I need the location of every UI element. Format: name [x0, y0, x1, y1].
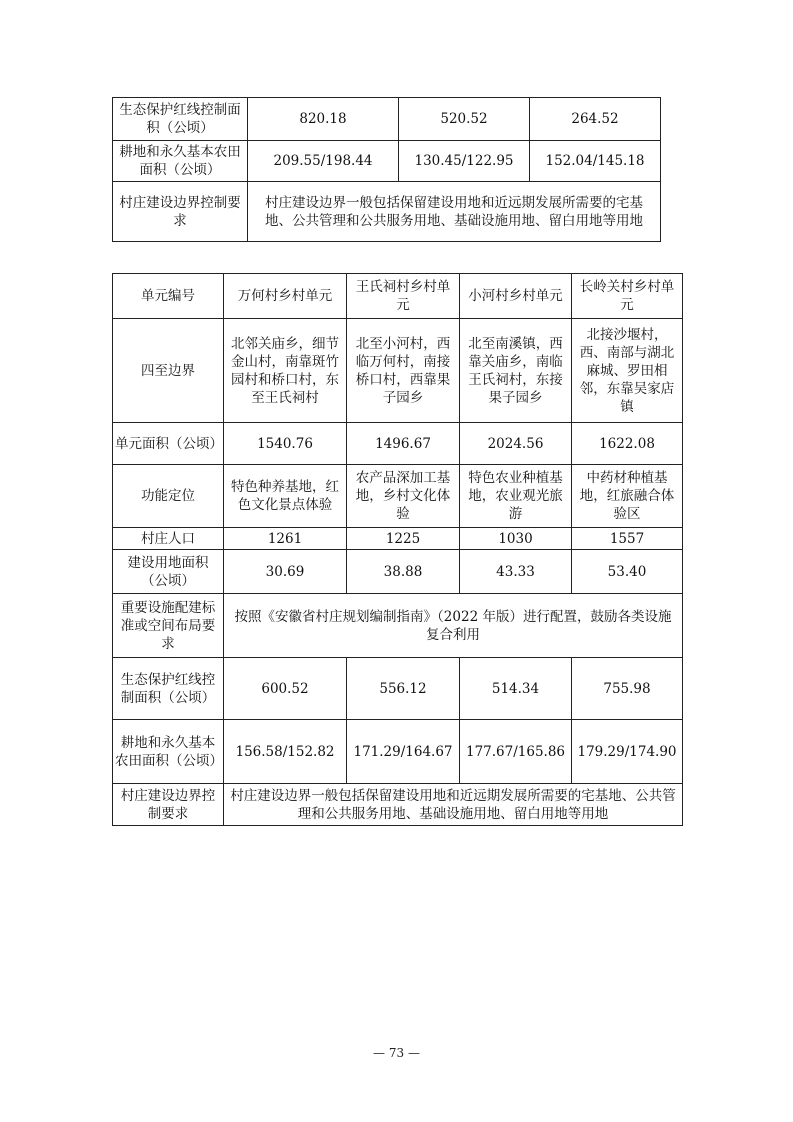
table-cell: 北接沙堰村，西、南部与湖北麻城、罗田相邻，东靠吴家店镇: [572, 319, 683, 423]
table-cell: 1540.76: [224, 423, 347, 465]
table-row: [113, 594, 683, 658]
row-label: 村庄人口: [113, 528, 224, 550]
table-cell: 1496.67: [347, 423, 460, 465]
table-cell: 30.69: [224, 550, 347, 594]
table-cell: 755.98: [572, 658, 683, 720]
row-label: 重要设施配建标准或空间布局要求: [113, 594, 224, 658]
boundary-requirement-text: 村庄建设边界一般包括保留建设用地和近远期发展所需要的宅基地、公共管理和公共服务用地、基础设施用地、留白用地等用地: [224, 784, 683, 826]
table-cell: 209.55/198.44: [248, 141, 399, 182]
table-cell: 特色农业种植基地，农业观光旅游: [460, 465, 572, 528]
row-label: 耕地和永久基本农田面积（公顷）: [113, 720, 224, 784]
table-cell: 130.45/122.95: [399, 141, 530, 182]
table-row: [113, 141, 661, 182]
table-row: [113, 720, 683, 784]
table-cell: 北至南溪镇，西靠关庙乡，南临王氏祠村，东接果子园乡: [460, 319, 572, 423]
table-cell: 520.52: [399, 98, 530, 141]
table-cell: 1030: [460, 528, 572, 550]
table-cell: 1622.08: [572, 423, 683, 465]
table-cell: 农产品深加工基地，乡村文化体验: [347, 465, 460, 528]
table-cell: 1557: [572, 528, 683, 550]
table-cell: 53.40: [572, 550, 683, 594]
unit-header: 万何村乡村单元: [224, 274, 347, 319]
table-row: [113, 784, 683, 826]
table-row: [113, 182, 661, 242]
row-label: 村庄建设边界控制要求: [113, 784, 224, 826]
table-cell: 1225: [347, 528, 460, 550]
table-row: [113, 465, 683, 528]
land-control-table-continued: [112, 97, 661, 242]
row-label: 耕地和永久基本农田面积（公顷）: [113, 141, 248, 182]
table-cell: 38.88: [347, 550, 460, 594]
table-row: [113, 550, 683, 594]
header-label: 单元编号: [113, 274, 224, 319]
page-number: — 73 —: [373, 1046, 420, 1060]
row-label: 村庄建设边界控制要求: [113, 182, 248, 242]
table-cell: 171.29/164.67: [347, 720, 460, 784]
table-cell: 北邻关庙乡，细节金山村，南靠斑竹园村和桥口村，东至王氏祠村: [224, 319, 347, 423]
table-row: [113, 528, 683, 550]
row-label: 功能定位: [113, 465, 224, 528]
table-cell: 556.12: [347, 658, 460, 720]
table-cell: 中药材种植基地，红旅融合体验区: [572, 465, 683, 528]
table-cell: 264.52: [530, 98, 661, 141]
row-label: 建设用地面积（公顷）: [113, 550, 224, 594]
table-cell: 特色种养基地，红色文化景点体验: [224, 465, 347, 528]
unit-header: 王氏祠村乡村单元: [347, 274, 460, 319]
boundary-requirement-text: 村庄建设边界一般包括保留建设用地和近远期发展所需要的宅基地、公共管理和公共服务用地、基础设施用地、留白用地等用地: [248, 182, 661, 242]
table-header-row: [113, 274, 683, 319]
table-row: [113, 423, 683, 465]
row-label: 四至边界: [113, 319, 224, 423]
table-row: [113, 658, 683, 720]
table-cell: 600.52: [224, 658, 347, 720]
unit-header: 长岭关村乡村单元: [572, 274, 683, 319]
table-cell: 156.58/152.82: [224, 720, 347, 784]
table-cell: 820.18: [248, 98, 399, 141]
table-cell: 43.33: [460, 550, 572, 594]
village-unit-table: [112, 273, 683, 826]
table-cell: 179.29/174.90: [572, 720, 683, 784]
unit-header: 小河村乡村单元: [460, 274, 572, 319]
table-row: [113, 319, 683, 423]
table-cell: 2024.56: [460, 423, 572, 465]
table-cell: 152.04/145.18: [530, 141, 661, 182]
row-label: 单元面积（公顷）: [113, 423, 224, 465]
table-cell: 177.67/165.86: [460, 720, 572, 784]
row-label: 生态保护红线控制面积（公顷）: [113, 658, 224, 720]
table-cell: 1261: [224, 528, 347, 550]
table-cell: 北至小河村，西临万何村，南接桥口村，西靠果子园乡: [347, 319, 460, 423]
table-cell: 514.34: [460, 658, 572, 720]
table-row: [113, 98, 661, 141]
facility-requirement-text: 按照《安徽省村庄规划编制指南》（2022 年版）进行配置，鼓励各类设施复合利用: [224, 594, 683, 658]
row-label: 生态保护红线控制面积（公顷）: [113, 98, 248, 141]
